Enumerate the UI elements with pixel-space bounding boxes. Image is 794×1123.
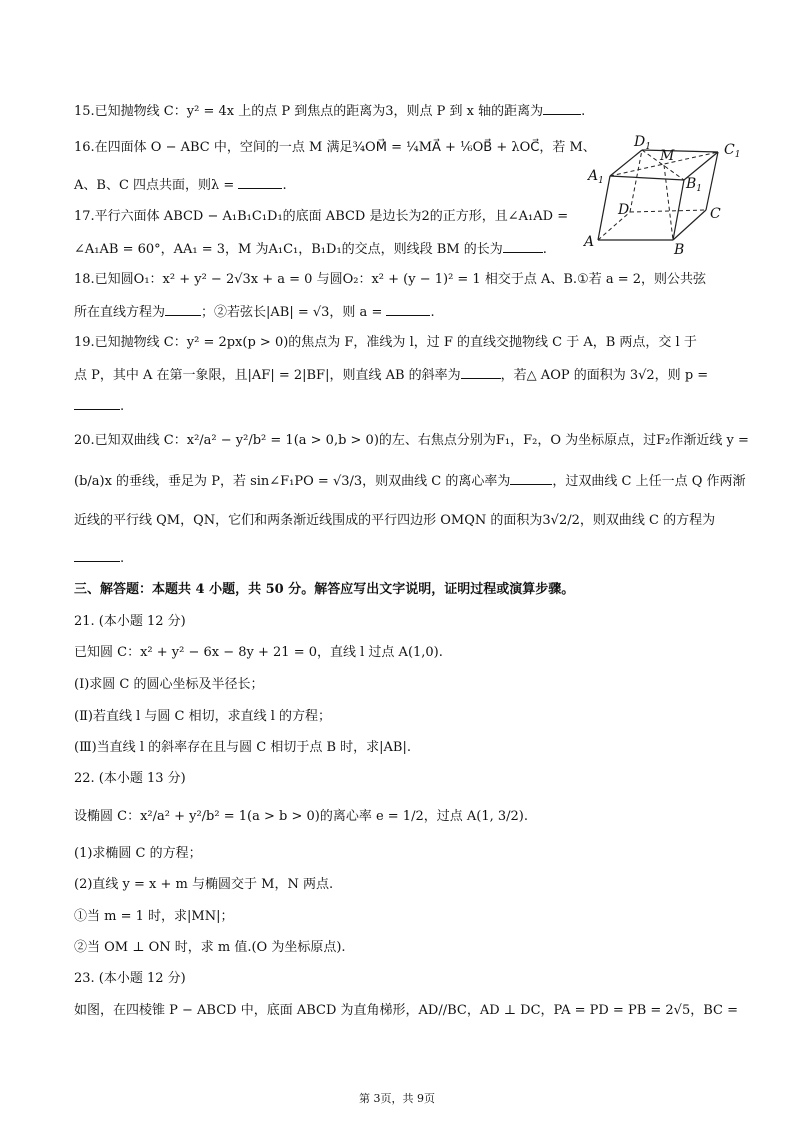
label-D: D — [618, 202, 630, 218]
q16: 16.在四面体 O − ABC 中，空间的一点 M 满足¾OM⃗ = ¼MA⃗ + ⅙OB⃗ + λOC⃗，若 M、 — [74, 140, 596, 155]
q21-part2: (Ⅱ)若直线 l 与圆 C 相切，求直线 l 的方程； — [74, 709, 332, 724]
label-M: M — [660, 148, 675, 164]
label-A: A — [584, 234, 595, 250]
q17: 17.平行六面体 ABCD − A₁B₁C₁D₁的底面 ABCD 是边长为2的正方形，且∠A₁AD = — [74, 209, 569, 224]
q22-part2: (2)直线 y = x + m 与椭圆交于 M，N 两点. — [74, 877, 334, 892]
q19-blank: . — [74, 398, 124, 415]
q22-part1: (1)求椭圆 C 的方程； — [74, 846, 202, 861]
q17-cont: ∠A₁AB = 60°，AA₁ = 3，M 为A₁C₁，B₁D₁的交点，则线段 BM 的长为 . — [74, 242, 547, 257]
q20-cont2: 近线的平行线 QM，QN，它们和两条渐近线围成的平行四边形 OMQN 的面积为3√2/2，则双曲线 C 的方程为 — [74, 513, 716, 528]
q21-part3: (Ⅲ)当直线 l 的斜率存在且与圆 C 相切于点 B 时，求|AB|. — [74, 740, 411, 755]
q19: 19.已知抛物线 C：y² = 2px(p > 0)的焦点为 F，准线为 l，过 F 的直线交抛物线 C 于 A，B 两点，交 l 于 — [74, 335, 697, 350]
label-B1: $B_1$ — [686, 176, 703, 194]
parallelepiped-figure — [578, 130, 748, 260]
q18-cont: 所在直线方程为 ；②若弦长|AB| = √3，则 a = . — [74, 305, 435, 320]
label-C: C — [710, 206, 721, 222]
q22-part2-2: ②当 OM ⊥ ON 时，求 m 值.(O 为坐标原点). — [74, 940, 346, 955]
q19-cont: 点 P，其中 A 在第一象限，且|AF| = 2|BF|，则直线 AB 的斜率为 ，若△ AOP 的面积为 3√2，则 p = — [74, 368, 709, 383]
q21-stem: 已知圆 C：x² + y² − 6x − 8y + 21 = 0，直线 l 过点 A(1,0). — [74, 645, 443, 660]
section-heading: 三、解答题：本题共 4 小题，共 50 分。解答应写出文字说明，证明过程或演算步骤。 — [74, 582, 575, 597]
q20: 20.已知双曲线 C：x²/a² − y²/b² = 1(a > 0,b > 0)的左、右焦点分别为F₁，F₂，O 为坐标原点，过F₂作渐近线 y = — [74, 433, 749, 448]
label-A1: $A_1$ — [588, 168, 604, 186]
q23-title: 23. (本小题 12 分) — [74, 971, 186, 986]
label-B: B — [674, 242, 685, 258]
q21-part1: (Ⅰ)求圆 C 的圆心坐标及半径长； — [74, 677, 264, 692]
q18: 18.已知圆O₁：x² + y² − 2√3x + a = 0 与圆O₂：x² + (y − 1)² = 1 相交于点 A、B.①若 a = 2，则公共弦 — [74, 272, 707, 287]
q22-title: 22. (本小题 13 分) — [74, 771, 186, 786]
q23-stem: 如图，在四棱锥 P − ABCD 中，底面 ABCD 为直角梯形，AD//BC，AD ⊥ DC，PA = PD = PB = 2√5，BC = — [74, 1003, 738, 1018]
q22-stem: 设椭圆 C：x²/a² + y²/b² = 1(a > b > 0)的离心率 e = 1/2，过点 A(1, 3/2). — [74, 809, 528, 824]
q21-title: 21. (本小题 12 分) — [74, 614, 186, 629]
q20-cont: (b/a)x 的垂线，垂足为 P，若 sin∠F₁PO = √3/3，则双曲线 C 的离心率为 ，过双曲线 C 上任一点 Q 作两渐 — [74, 474, 746, 489]
label-D1: $D_1$ — [634, 134, 651, 152]
label-C1: $C_1$ — [724, 142, 741, 160]
page-footer: 第 3页，共 9页 — [359, 1092, 435, 1105]
q15: 15.已知抛物线 C：y² = 4x 上的点 P 到焦点的距离为3，则点 P 到 x 轴的距离为 . — [74, 104, 586, 119]
q16-cont: A、B、C 四点共面，则λ = . — [74, 178, 287, 193]
q22-part2-1: ①当 m = 1 时，求|MN|； — [74, 909, 234, 924]
q20-blank: . — [74, 550, 124, 567]
